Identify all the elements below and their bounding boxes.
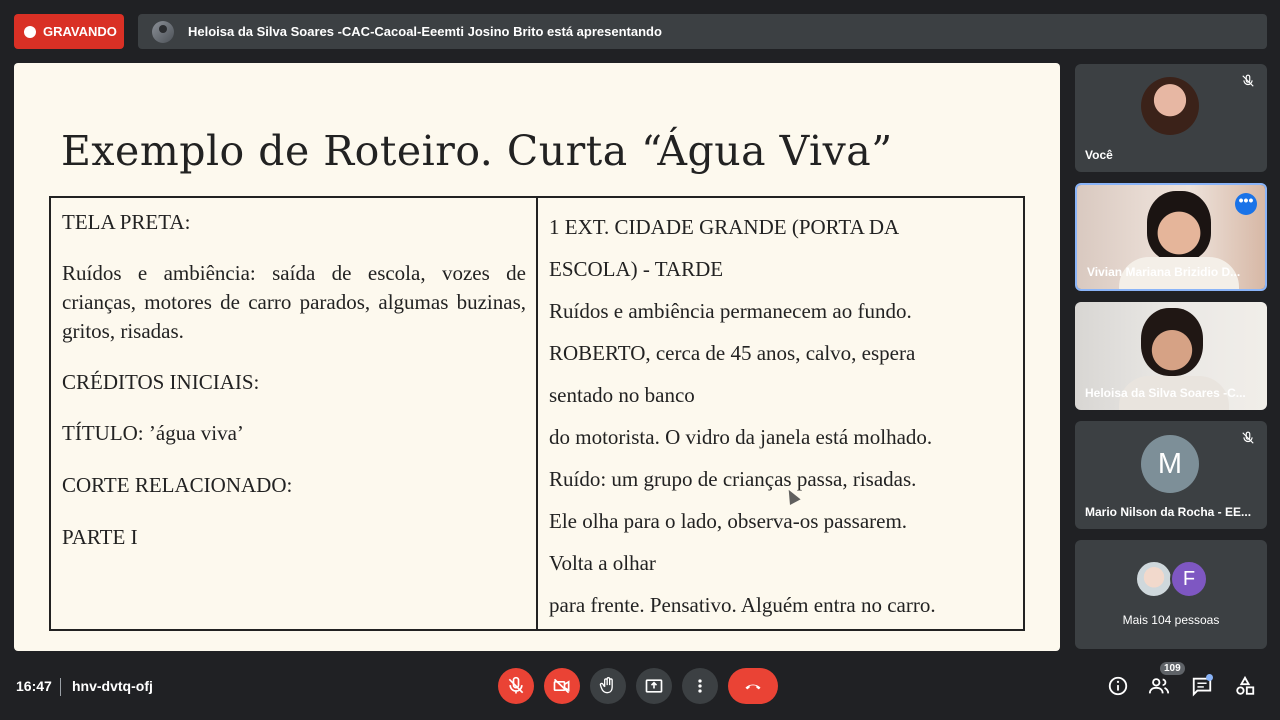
clock: 16:47 xyxy=(16,678,52,694)
script-line: 1 EXT. CIDADE GRANDE (PORTA DA xyxy=(549,215,900,239)
avatar xyxy=(1141,77,1199,135)
presenter-banner-text: Heloisa da Silva Soares -CAC-Cacoal-Eeemti Josino Brito está apresentando xyxy=(188,24,662,39)
more-options-icon[interactable]: ••• xyxy=(1235,193,1257,215)
participant-tile-mario[interactable] xyxy=(1075,421,1267,529)
participant-name: Heloisa da Silva Soares -C... xyxy=(1085,386,1246,400)
script-line: ESCOLA) - TARDE xyxy=(549,257,724,281)
leave-call-button[interactable] xyxy=(728,668,778,704)
people-icon xyxy=(1148,675,1170,697)
presentation-stage xyxy=(14,63,1060,651)
activities-icon xyxy=(1234,675,1256,697)
meeting-details-button[interactable] xyxy=(1106,674,1130,698)
participant-name: Você xyxy=(1085,148,1113,162)
mic-off-icon xyxy=(1241,431,1255,445)
participant-tile-self[interactable] xyxy=(1075,64,1267,172)
presenter-banner xyxy=(138,14,1267,49)
activities-button[interactable] xyxy=(1233,674,1257,698)
participant-tile-vivian[interactable] xyxy=(1075,183,1267,291)
microphone-toggle-button[interactable] xyxy=(498,668,534,704)
script-line: TELA PRETA: xyxy=(62,210,191,234)
camera-off-icon xyxy=(552,676,572,696)
script-table xyxy=(49,196,1025,631)
script-line: Ruídos e ambiência permanecem ao fundo. xyxy=(549,299,912,323)
bottom-bar xyxy=(0,660,1280,720)
avatar xyxy=(1135,560,1173,598)
script-line: Ruído: um grupo de crianças passa, risadas. xyxy=(549,467,917,491)
script-line: sentado no banco xyxy=(549,383,695,407)
participant-name: Vivian Mariana Brizidio D... xyxy=(1087,265,1241,279)
script-line: para frente. Pensativo. Alguém entra no carro. xyxy=(549,593,936,617)
recording-indicator xyxy=(14,14,124,49)
camera-toggle-button[interactable] xyxy=(544,668,580,704)
meeting-code: hnv-dvtq-ofj xyxy=(72,678,153,694)
present-icon xyxy=(644,676,664,696)
script-line: Ruídos e ambiência: saída de escola, vozes de crianças, motores de carro parados, algumas buzinas, gritos, risadas. xyxy=(62,261,526,343)
mic-off-icon xyxy=(1241,74,1255,88)
script-line: ROBERTO, cerca de 45 anos, calvo, espera xyxy=(549,341,916,365)
participant-name: Mario Nilson da Rocha - EE... xyxy=(1085,505,1252,519)
more-options-button[interactable] xyxy=(682,668,718,704)
more-people-label: Mais 104 pessoas xyxy=(1122,613,1220,627)
more-people-tile[interactable] xyxy=(1075,540,1267,649)
script-line: CRÉDITOS INICIAIS: xyxy=(62,370,260,394)
people-count-badge: 109 xyxy=(1160,662,1185,675)
raise-hand-button[interactable] xyxy=(590,668,626,704)
script-line: Ele olha para o lado, observa-os passarem. xyxy=(549,509,908,533)
script-line: PARTE I xyxy=(62,525,138,549)
slide-title: Exemplo de Roteiro. Curta “Água Viva” xyxy=(61,127,893,175)
script-left-column xyxy=(51,198,538,629)
hang-up-icon xyxy=(743,676,763,696)
divider xyxy=(60,678,61,696)
mic-off-icon xyxy=(506,676,526,696)
avatar: M xyxy=(1141,435,1199,493)
script-line: TÍTULO: ’água viva’ xyxy=(62,421,244,445)
recording-dot-icon xyxy=(24,26,36,38)
presenter-avatar xyxy=(152,21,174,43)
people-button[interactable] xyxy=(1147,674,1171,698)
more-vert-icon xyxy=(690,676,710,696)
recording-label: GRAVANDO xyxy=(43,24,117,39)
present-screen-button[interactable] xyxy=(636,668,672,704)
hand-icon xyxy=(598,676,618,696)
script-line: CORTE RELACIONADO: xyxy=(62,473,293,497)
script-right-column xyxy=(538,198,1023,629)
participant-tile-heloisa[interactable] xyxy=(1075,302,1267,410)
script-line: do motorista. O vidro da janela está molhado. xyxy=(549,425,933,449)
top-bar xyxy=(0,0,1280,62)
chat-notification-dot xyxy=(1206,674,1213,681)
avatar: F xyxy=(1170,560,1208,598)
info-icon xyxy=(1107,675,1129,697)
script-line: Volta a olhar xyxy=(549,551,656,575)
